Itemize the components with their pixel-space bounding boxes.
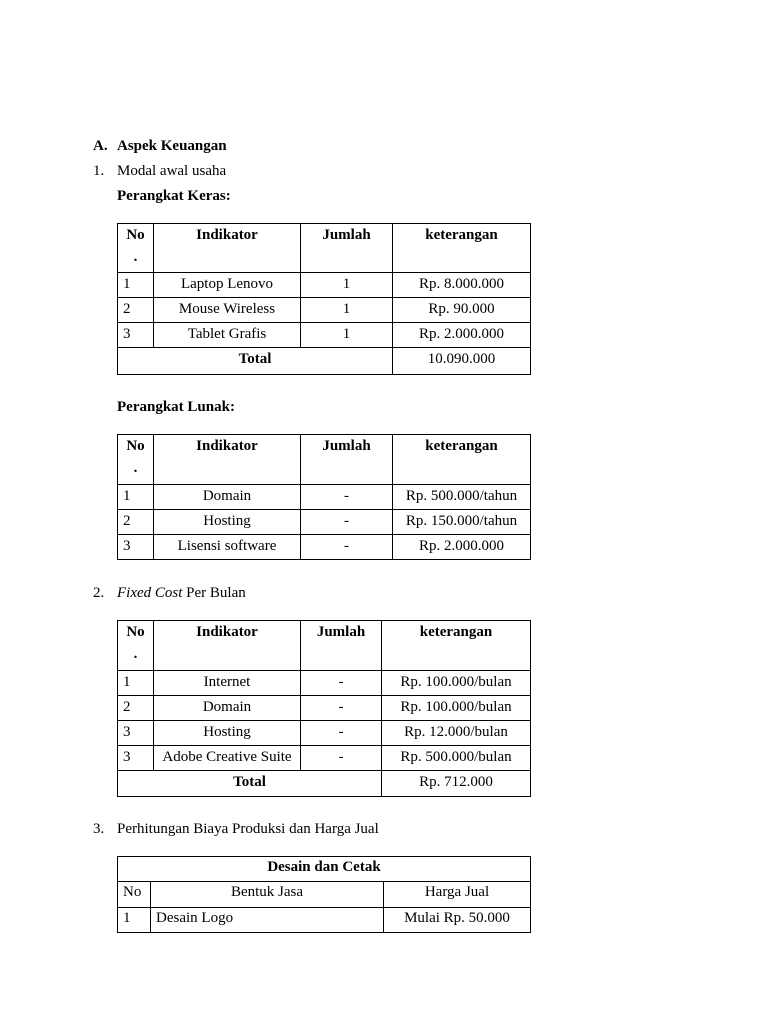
header-jumlah: Jumlah — [301, 224, 393, 273]
list-item-title — [117, 583, 246, 603]
list-marker: 3. — [93, 821, 105, 837]
table-row — [118, 298, 531, 323]
list-item-3 — [0, 819, 768, 839]
header-no-label: No. — [126, 438, 145, 476]
table-row — [118, 323, 531, 348]
cell-indikator: Laptop Lenovo — [154, 273, 301, 298]
cell-indikator: Adobe Creative Suite — [154, 746, 301, 771]
hardware-heading: Perangkat Keras: — [117, 188, 231, 204]
table-row — [118, 510, 531, 535]
header-no — [118, 435, 154, 485]
section-title: Aspek Keuangan — [117, 138, 227, 154]
pricing-table — [117, 856, 531, 933]
table-header-row — [118, 882, 531, 908]
cell-jumlah: - — [301, 485, 393, 510]
cell-indikator: Hosting — [154, 721, 301, 746]
total-value: 10.090.000 — [393, 348, 531, 375]
header-no: No — [118, 882, 151, 908]
table-row — [118, 908, 531, 933]
header-keterangan: keterangan — [393, 224, 531, 273]
cell-bentuk-jasa: Desain Logo — [151, 908, 384, 933]
cell-jumlah: - — [301, 535, 393, 560]
header-indikator: Indikator — [154, 621, 301, 671]
table-caption-row — [118, 857, 531, 882]
header-keterangan: keterangan — [382, 621, 531, 671]
hardware-table — [117, 223, 531, 375]
cell-jumlah: 1 — [301, 273, 393, 298]
cell-no: 2 — [118, 510, 154, 535]
header-keterangan: keterangan — [393, 435, 531, 485]
cell-no: 1 — [118, 671, 154, 696]
cell-harga-jual: Mulai Rp. 50.000 — [384, 908, 531, 933]
cell-jumlah: - — [301, 671, 382, 696]
table-caption: Desain dan Cetak — [118, 857, 531, 882]
table-row — [118, 273, 531, 298]
cell-jumlah: - — [301, 696, 382, 721]
table-row — [118, 671, 531, 696]
section-heading — [0, 136, 768, 156]
cell-indikator: Domain — [154, 485, 301, 510]
cell-keterangan: Rp. 2.000.000 — [393, 323, 531, 348]
fixed-cost-table — [117, 620, 531, 797]
list-marker: 2. — [93, 585, 105, 601]
total-row — [118, 771, 531, 797]
table-row — [118, 696, 531, 721]
header-indikator: Indikator — [154, 224, 301, 273]
list-item-title: Modal awal usaha — [117, 163, 227, 179]
cell-no: 3 — [118, 535, 154, 560]
header-no — [118, 621, 154, 671]
cell-keterangan: Rp. 500.000/tahun — [393, 485, 531, 510]
table-row — [118, 535, 531, 560]
cell-no: 3 — [118, 323, 154, 348]
header-no — [118, 224, 154, 273]
list-item-title-rest: Per Bulan — [186, 585, 246, 601]
software-table — [117, 434, 531, 560]
list-item-title: Perhitungan Biaya Produksi dan Harga Jual — [117, 821, 379, 837]
cell-keterangan: Rp. 90.000 — [393, 298, 531, 323]
cell-indikator: Mouse Wireless — [154, 298, 301, 323]
table-row — [118, 746, 531, 771]
header-no-label: No. — [126, 227, 145, 265]
list-item-2 — [0, 583, 768, 603]
software-heading: Perangkat Lunak: — [117, 399, 235, 415]
cell-jumlah: 1 — [301, 323, 393, 348]
cell-no: 1 — [118, 273, 154, 298]
header-harga-jual: Harga Jual — [384, 882, 531, 908]
table-header-row — [118, 435, 531, 485]
cell-keterangan: Rp. 2.000.000 — [393, 535, 531, 560]
cell-keterangan: Rp. 100.000/bulan — [382, 671, 531, 696]
cell-indikator: Hosting — [154, 510, 301, 535]
header-bentuk-jasa: Bentuk Jasa — [151, 882, 384, 908]
cell-jumlah: - — [301, 746, 382, 771]
list-item-1 — [0, 161, 768, 181]
cell-keterangan: Rp. 500.000/bulan — [382, 746, 531, 771]
cell-indikator: Internet — [154, 671, 301, 696]
table-header-row — [118, 621, 531, 671]
section-marker: A. — [93, 138, 108, 154]
header-no-label: No. — [126, 624, 145, 662]
cell-indikator: Domain — [154, 696, 301, 721]
cell-keterangan: Rp. 150.000/tahun — [393, 510, 531, 535]
cell-jumlah: - — [301, 510, 393, 535]
cell-no: 1 — [118, 485, 154, 510]
cell-keterangan: Rp. 12.000/bulan — [382, 721, 531, 746]
total-label: Total — [118, 771, 382, 797]
cell-no: 3 — [118, 721, 154, 746]
cell-no: 2 — [118, 298, 154, 323]
total-label: Total — [118, 348, 393, 375]
table-header-row — [118, 224, 531, 273]
cell-no: 2 — [118, 696, 154, 721]
cell-jumlah: - — [301, 721, 382, 746]
table-row — [118, 485, 531, 510]
cell-no: 3 — [118, 746, 154, 771]
table-row — [118, 721, 531, 746]
cell-no: 1 — [118, 908, 151, 933]
total-value: Rp. 712.000 — [382, 771, 531, 797]
header-jumlah: Jumlah — [301, 621, 382, 671]
list-marker: 1. — [93, 163, 105, 179]
cell-keterangan: Rp. 8.000.000 — [393, 273, 531, 298]
cell-jumlah: 1 — [301, 298, 393, 323]
list-item-title-italic: Fixed Cost — [117, 585, 183, 601]
total-row — [118, 348, 531, 375]
header-indikator: Indikator — [154, 435, 301, 485]
header-jumlah: Jumlah — [301, 435, 393, 485]
cell-indikator: Tablet Grafis — [154, 323, 301, 348]
cell-indikator: Lisensi software — [154, 535, 301, 560]
cell-keterangan: Rp. 100.000/bulan — [382, 696, 531, 721]
